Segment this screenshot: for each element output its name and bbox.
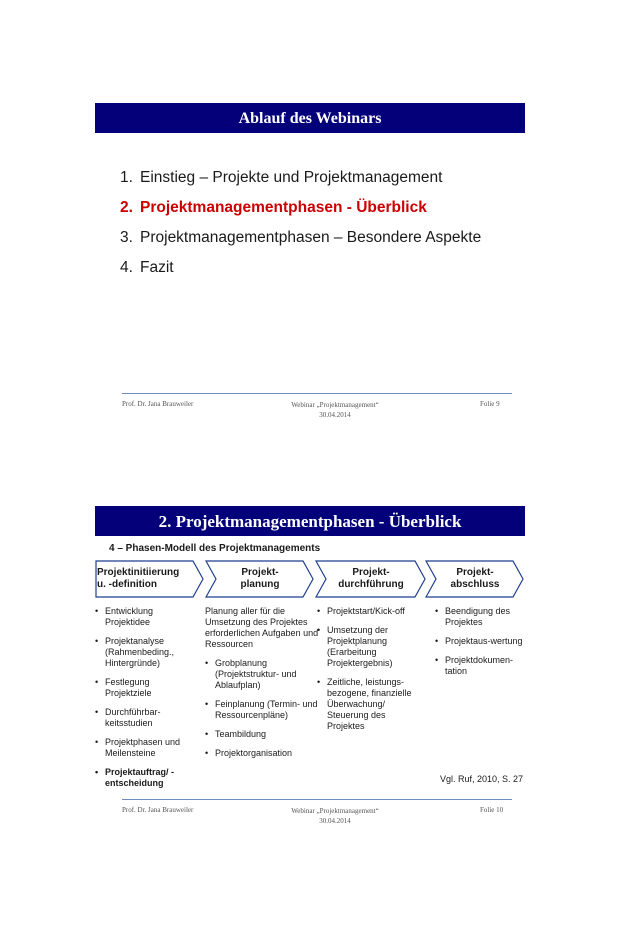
slide-2-subtitle: 4 – Phasen-Modell des Projektmanagements bbox=[109, 543, 321, 554]
bullet-item bbox=[95, 737, 195, 759]
footer-folio: Folie 9 bbox=[480, 400, 500, 408]
agenda-item-number: 1. bbox=[120, 169, 133, 186]
phase-label: Projektinitiierung u. -definition bbox=[97, 567, 180, 590]
bullet-icon: • bbox=[317, 625, 321, 635]
bullet-item bbox=[205, 748, 323, 759]
bullet-item bbox=[317, 625, 425, 669]
bullet-icon: • bbox=[95, 677, 99, 687]
agenda-item-text: Einstieg – Projekte und Projektmanagement bbox=[140, 169, 443, 186]
agenda-item-active bbox=[95, 193, 525, 223]
agenda-list bbox=[95, 163, 525, 283]
bullet-icon: • bbox=[205, 658, 209, 668]
agenda-item-number: 3. bbox=[120, 229, 133, 246]
slide-1-title: Ablauf des Webinars bbox=[95, 103, 525, 133]
bullet-icon: • bbox=[435, 606, 439, 616]
bullet-icon: • bbox=[95, 606, 99, 616]
agenda-item-text: Fazit bbox=[140, 259, 174, 276]
agenda-item bbox=[95, 223, 525, 253]
bullet-text: Entwicklung Projektidee bbox=[105, 606, 154, 627]
footer-event bbox=[275, 400, 395, 420]
bullet-item bbox=[435, 606, 525, 628]
phase-label: Projekt- durchführung bbox=[338, 567, 404, 590]
agenda-item-number: 2. bbox=[120, 199, 133, 216]
footer-author: Prof. Dr. Jana Brauweiler bbox=[122, 400, 194, 408]
phase-2-intro: Planung aller für die Umsetzung des Projektes erforderlichen Aufgaben und Ressourcen bbox=[205, 606, 319, 649]
agenda-item bbox=[95, 253, 525, 283]
footer-author: Prof. Dr. Jana Brauweiler bbox=[122, 806, 194, 814]
slide-2-title: 2. Projektmanagementphasen - Überblick bbox=[95, 506, 525, 536]
bullet-item bbox=[205, 729, 323, 740]
footer-event-title: Webinar „Projektmanagement“ bbox=[291, 807, 379, 815]
bullet-item bbox=[317, 606, 425, 617]
bullet-text: Durchführbar-keitsstudien bbox=[105, 707, 161, 728]
footer-date: 30.04.2014 bbox=[319, 817, 351, 825]
bullet-icon: • bbox=[95, 707, 99, 717]
phase-arrow-durchfuehrung bbox=[315, 559, 427, 599]
bullet-icon: • bbox=[435, 636, 439, 646]
bullet-text: Beendigung des Projektes bbox=[445, 606, 511, 627]
footer-folio: Folie 10 bbox=[480, 806, 504, 814]
bullet-text: Projektauftrag/ -entscheidung bbox=[105, 767, 175, 788]
bullet-item bbox=[317, 677, 425, 732]
bullet-text: Feinplanung (Termin- und Ressourcenpläne) bbox=[215, 699, 318, 720]
phase-arrows bbox=[95, 559, 525, 599]
bullet-text: Projektanalyse (Rahmenbeding., Hintergründe) bbox=[105, 636, 175, 668]
agenda-item bbox=[95, 163, 525, 193]
footer-divider bbox=[122, 799, 512, 800]
bullet-icon: • bbox=[205, 729, 209, 739]
phase-arrow-initiierung bbox=[95, 559, 205, 599]
agenda-item-number: 4. bbox=[120, 259, 133, 276]
bullet-text: Projektdokumen-tation bbox=[445, 655, 514, 676]
bullet-item-emphasized bbox=[95, 767, 195, 789]
bullet-item bbox=[95, 606, 195, 628]
phase-3-column bbox=[317, 606, 425, 740]
bullet-icon: • bbox=[205, 748, 209, 758]
agenda-item-text: Projektmanagementphasen – Besondere Aspekte bbox=[140, 229, 482, 246]
source-reference: Vgl. Ruf, 2010, S. 27 bbox=[440, 774, 524, 784]
bullet-text: Projektstart/Kick-off bbox=[327, 606, 405, 616]
bullet-text: Festlegung Projektziele bbox=[105, 677, 152, 698]
bullet-icon: • bbox=[317, 677, 321, 687]
bullet-text: Grobplanung (Projektstruktur- und Ablaufplan) bbox=[215, 658, 297, 690]
bullet-text: Zeitliche, leistungs-bezogene, finanzielle Überwachung/ Steuerung des Projektes bbox=[327, 677, 412, 731]
footer-divider bbox=[122, 393, 512, 394]
footer-event bbox=[275, 806, 395, 826]
bullet-item bbox=[435, 636, 525, 647]
phase-arrow-planung bbox=[205, 559, 315, 599]
bullet-text: Umsetzung der Projektplanung (Erarbeitung Projektergebnis) bbox=[327, 625, 393, 668]
bullet-icon: • bbox=[95, 636, 99, 646]
phase-1-column bbox=[95, 606, 195, 797]
bullet-icon: • bbox=[95, 737, 99, 747]
slide-2 bbox=[95, 506, 525, 826]
bullet-item bbox=[205, 658, 323, 691]
bullet-text: Teambildung bbox=[215, 729, 267, 739]
bullet-icon: • bbox=[317, 606, 321, 616]
footer-date: 30.04.2014 bbox=[319, 411, 351, 419]
bullet-icon: • bbox=[205, 699, 209, 709]
phase-arrow-abschluss bbox=[425, 559, 525, 599]
phase-2-column bbox=[205, 606, 323, 767]
bullet-item bbox=[95, 707, 195, 729]
footer-event-title: Webinar „Projektmanagement“ bbox=[291, 401, 379, 409]
bullet-item bbox=[205, 699, 323, 721]
bullet-text: Projektphasen und Meilensteine bbox=[105, 737, 181, 758]
bullet-icon: • bbox=[95, 767, 99, 777]
phase-label: Projekt- planung bbox=[240, 567, 280, 590]
phase-4-column bbox=[435, 606, 525, 685]
bullet-icon: • bbox=[435, 655, 439, 665]
bullet-text: Projektaus-wertung bbox=[445, 636, 523, 646]
phase-label: Projekt- abschluss bbox=[450, 567, 500, 590]
slide-1 bbox=[95, 103, 525, 423]
agenda-item-text: Projektmanagementphasen - Überblick bbox=[140, 199, 427, 216]
bullet-text: Projektorganisation bbox=[215, 748, 293, 758]
bullet-item bbox=[95, 677, 195, 699]
bullet-item bbox=[95, 636, 195, 669]
bullet-item bbox=[435, 655, 525, 677]
